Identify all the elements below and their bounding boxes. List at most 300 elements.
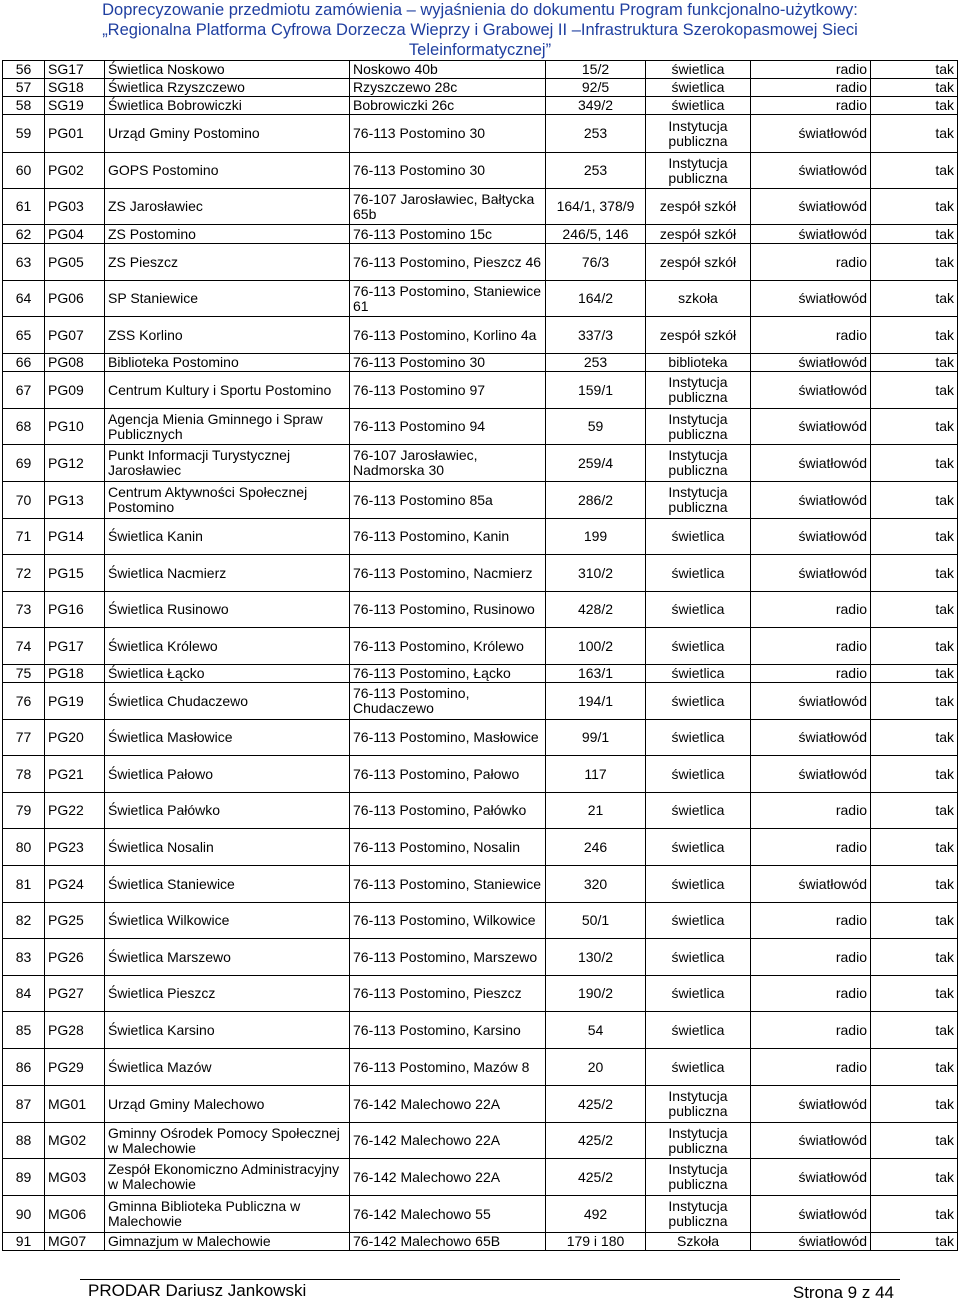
connection-medium: światłowód [751,281,871,317]
status-value: tak [871,829,958,866]
location-name: Świetlica Mazów [105,1049,350,1086]
location-address: 76-113 Postomino 15c [350,225,546,244]
parcel-number: 50/1 [546,903,646,939]
connection-medium: radio [751,628,871,665]
location-name: Gminny Ośrodek Pomocy Społecznej w Malechowie [105,1123,350,1159]
connection-medium: radio [751,829,871,866]
location-code: PG03 [45,189,105,225]
location-code: MG01 [45,1086,105,1123]
location-address: 76-113 Postomino 30 [350,153,546,189]
connection-medium: radio [751,97,871,115]
status-value: tak [871,482,958,519]
location-code: PG18 [45,665,105,683]
location-address: 76-107 Jarosławiec, Bałtycka 65b [350,189,546,225]
row-number: 86 [3,1049,45,1086]
status-value: tak [871,1012,958,1049]
location-code: PG28 [45,1012,105,1049]
location-code: MG06 [45,1196,105,1233]
location-type: świetlica [646,976,751,1012]
row-number: 68 [3,409,45,445]
location-address: 76-113 Postomino, Staniewice [350,866,546,903]
row-number: 65 [3,317,45,354]
status-value: tak [871,97,958,115]
table-row [3,1012,958,1049]
table-row [3,244,958,281]
row-number: 91 [3,1233,45,1251]
location-type: szkoła [646,281,751,317]
connection-medium: światłowód [751,1123,871,1159]
location-type: świetlica [646,939,751,976]
parcel-number: 54 [546,1012,646,1049]
parcel-number: 253 [546,115,646,153]
table-row [3,1123,958,1159]
connection-medium: radio [751,903,871,939]
location-address: 76-113 Postomino 94 [350,409,546,445]
table-row [3,555,958,592]
row-number: 85 [3,1012,45,1049]
status-value: tak [871,354,958,372]
table-row [3,1233,958,1251]
table-row [3,153,958,189]
connection-medium: światłowód [751,866,871,903]
location-code: MG03 [45,1159,105,1196]
connection-medium: radio [751,1012,871,1049]
location-address: Bobrowiczki 26c [350,97,546,115]
table-row [3,354,958,372]
row-number: 58 [3,97,45,115]
connection-medium: światłowód [751,1159,871,1196]
location-name: Świetlica Bobrowiczki [105,97,350,115]
table-row [3,445,958,482]
connection-medium: światłowód [751,225,871,244]
connection-medium: światłowód [751,115,871,153]
page-footer [0,1279,960,1301]
row-number: 76 [3,683,45,720]
location-name: ZSS Korlino [105,317,350,354]
parcel-number: 130/2 [546,939,646,976]
parcel-number: 199 [546,519,646,555]
page-number: Strona 9 z 44 [792,1283,894,1302]
location-name: Świetlica Nacmierz [105,555,350,592]
status-value: tak [871,1049,958,1086]
status-value: tak [871,939,958,976]
location-name: Świetlica Łącko [105,665,350,683]
status-value: tak [871,683,958,720]
parcel-number: 92/5 [546,79,646,97]
connection-medium: radio [751,665,871,683]
location-address: 76-113 Postomino, Królewo [350,628,546,665]
location-type: świetlica [646,519,751,555]
location-code: PG25 [45,903,105,939]
parcel-number: 164/1, 378/9 [546,189,646,225]
parcel-number: 428/2 [546,592,646,628]
location-address: 76-113 Postomino 85a [350,482,546,519]
location-name: Punkt Informacji Turystycznej Jarosławiec [105,445,350,482]
row-number: 80 [3,829,45,866]
location-address: 76-113 Postomino, Marszewo [350,939,546,976]
location-name: ZS Postomino [105,225,350,244]
status-value: tak [871,1123,958,1159]
row-number: 75 [3,665,45,683]
parcel-number: 15/2 [546,61,646,79]
location-type: świetlica [646,628,751,665]
location-type: świetlica [646,97,751,115]
location-name: Świetlica Rzyszczewo [105,79,350,97]
status-value: tak [871,79,958,97]
location-name: Świetlica Królewo [105,628,350,665]
table-row [3,628,958,665]
location-address: 76-113 Postomino, Wilkowice [350,903,546,939]
parcel-number: 259/4 [546,445,646,482]
parcel-number: 286/2 [546,482,646,519]
location-code: PG15 [45,555,105,592]
parcel-number: 164/2 [546,281,646,317]
locations-table [2,60,958,1251]
table-row [3,720,958,756]
status-value: tak [871,225,958,244]
table-row [3,281,958,317]
row-number: 81 [3,866,45,903]
location-code: PG22 [45,793,105,829]
location-type: Instytucja publiczna [646,1123,751,1159]
location-address: 76-113 Postomino 30 [350,354,546,372]
location-address: 76-142 Malechowo 65B [350,1233,546,1251]
table-row [3,1196,958,1233]
parcel-number: 349/2 [546,97,646,115]
location-type: Instytucja publiczna [646,1159,751,1196]
location-code: PG05 [45,244,105,281]
table-row [3,866,958,903]
connection-medium: radio [751,976,871,1012]
row-number: 71 [3,519,45,555]
connection-medium: światłowód [751,1196,871,1233]
status-value: tak [871,61,958,79]
connection-medium: światłowód [751,482,871,519]
location-code: PG01 [45,115,105,153]
parcel-number: 20 [546,1049,646,1086]
location-type: świetlica [646,829,751,866]
row-number: 63 [3,244,45,281]
location-name: Świetlica Nosalin [105,829,350,866]
table-row [3,592,958,628]
row-number: 73 [3,592,45,628]
parcel-number: 117 [546,756,646,793]
connection-medium: radio [751,61,871,79]
location-code: PG08 [45,354,105,372]
location-name: GOPS Postomino [105,153,350,189]
status-value: tak [871,115,958,153]
location-address: 76-113 Postomino, Pałówko [350,793,546,829]
location-address: 76-113 Postomino, Pieszcz 46 [350,244,546,281]
location-name: Agencja Mienia Gminnego i Spraw Publicznych [105,409,350,445]
row-number: 56 [3,61,45,79]
location-name: Świetlica Staniewice [105,866,350,903]
location-address: 76-113 Postomino, Łącko [350,665,546,683]
parcel-number: 190/2 [546,976,646,1012]
parcel-number: 425/2 [546,1086,646,1123]
location-type: świetlica [646,61,751,79]
location-type: świetlica [646,720,751,756]
status-value: tak [871,793,958,829]
status-value: tak [871,244,958,281]
location-type: Instytucja publiczna [646,482,751,519]
location-code: PG13 [45,482,105,519]
location-address: Noskowo 40b [350,61,546,79]
location-name: ZS Pieszcz [105,244,350,281]
table-row [3,903,958,939]
location-address: 76-113 Postomino 30 [350,115,546,153]
location-name: Świetlica Masłowice [105,720,350,756]
location-code: PG29 [45,1049,105,1086]
status-value: tak [871,592,958,628]
location-address: 76-113 Postomino, Kanin [350,519,546,555]
status-value: tak [871,665,958,683]
table-row [3,756,958,793]
status-value: tak [871,1086,958,1123]
parcel-number: 99/1 [546,720,646,756]
parcel-number: 194/1 [546,683,646,720]
connection-medium: światłowód [751,1233,871,1251]
location-address: Rzyszczewo 28c [350,79,546,97]
parcel-number: 425/2 [546,1159,646,1196]
status-value: tak [871,866,958,903]
location-name: Świetlica Karsino [105,1012,350,1049]
row-number: 84 [3,976,45,1012]
parcel-number: 246 [546,829,646,866]
connection-medium: radio [751,592,871,628]
location-name: Gminna Biblioteka Publiczna w Malechowie [105,1196,350,1233]
location-type: Instytucja publiczna [646,1196,751,1233]
location-name: Biblioteka Postomino [105,354,350,372]
connection-medium: światłowód [751,153,871,189]
status-value: tak [871,409,958,445]
location-code: PG24 [45,866,105,903]
row-number: 69 [3,445,45,482]
row-number: 61 [3,189,45,225]
location-type: Instytucja publiczna [646,445,751,482]
connection-medium: światłowód [751,555,871,592]
location-type: Instytucja publiczna [646,1086,751,1123]
location-type: Instytucja publiczna [646,372,751,409]
table-body [3,61,958,1251]
location-code: SG18 [45,79,105,97]
table-row [3,519,958,555]
location-type: zespół szkół [646,317,751,354]
location-code: PG20 [45,720,105,756]
location-address: 76-113 Postomino, Karsino [350,1012,546,1049]
location-address: 76-113 Postomino, Pałowo [350,756,546,793]
location-name: Zespół Ekonomiczno Administracyjny w Malechowie [105,1159,350,1196]
location-code: PG09 [45,372,105,409]
parcel-number: 253 [546,153,646,189]
document-header [0,0,960,60]
location-address: 76-113 Postomino, Pieszcz [350,976,546,1012]
location-address: 76-113 Postomino, Staniewice 61 [350,281,546,317]
row-number: 60 [3,153,45,189]
parcel-number: 59 [546,409,646,445]
location-address: 76-142 Malechowo 22A [350,1123,546,1159]
table-row [3,1086,958,1123]
parcel-number: 159/1 [546,372,646,409]
location-type: Instytucja publiczna [646,409,751,445]
location-code: MG02 [45,1123,105,1159]
row-number: 87 [3,1086,45,1123]
location-address: 76-142 Malechowo 55 [350,1196,546,1233]
row-number: 57 [3,79,45,97]
location-address: 76-113 Postomino, Chudaczewo [350,683,546,720]
connection-medium: radio [751,1049,871,1086]
parcel-number: 492 [546,1196,646,1233]
location-type: świetlica [646,592,751,628]
status-value: tak [871,317,958,354]
status-value: tak [871,1233,958,1251]
location-type: świetlica [646,665,751,683]
location-code: PG10 [45,409,105,445]
location-type: świetlica [646,683,751,720]
row-number: 72 [3,555,45,592]
location-type: zespół szkół [646,189,751,225]
location-code: PG27 [45,976,105,1012]
connection-medium: światłowód [751,189,871,225]
table-row [3,976,958,1012]
table-row [3,372,958,409]
status-value: tak [871,153,958,189]
connection-medium: światłowód [751,445,871,482]
connection-medium: światłowód [751,1086,871,1123]
location-name: Świetlica Pałówko [105,793,350,829]
location-address: 76-107 Jarosławiec, Nadmorska 30 [350,445,546,482]
status-value: tak [871,445,958,482]
connection-medium: radio [751,939,871,976]
row-number: 74 [3,628,45,665]
table-row [3,683,958,720]
table-row [3,939,958,976]
status-value: tak [871,372,958,409]
location-name: Centrum Kultury i Sportu Postomino [105,372,350,409]
location-code: PG19 [45,683,105,720]
table-row [3,1159,958,1196]
location-type: zespół szkół [646,244,751,281]
location-address: 76-113 Postomino, Rusinowo [350,592,546,628]
location-type: świetlica [646,756,751,793]
location-address: 76-142 Malechowo 22A [350,1159,546,1196]
row-number: 62 [3,225,45,244]
table-row [3,317,958,354]
table-row [3,665,958,683]
table-row [3,189,958,225]
row-number: 77 [3,720,45,756]
header-line-3: Teleinformatycznej” [408,41,552,59]
connection-medium: radio [751,244,871,281]
location-code: PG16 [45,592,105,628]
location-name: Świetlica Wilkowice [105,903,350,939]
table-row [3,829,958,866]
location-type: świetlica [646,903,751,939]
status-value: tak [871,720,958,756]
location-type: świetlica [646,79,751,97]
row-number: 89 [3,1159,45,1196]
table-row [3,61,958,79]
table-row [3,79,958,97]
location-code: SG19 [45,97,105,115]
location-code: PG07 [45,317,105,354]
table-row [3,482,958,519]
status-value: tak [871,519,958,555]
location-address: 76-113 Postomino, Nacmierz [350,555,546,592]
location-type: Instytucja publiczna [646,153,751,189]
footer-rule [80,1279,900,1280]
table-row [3,409,958,445]
location-type: biblioteka [646,354,751,372]
status-value: tak [871,281,958,317]
row-number: 66 [3,354,45,372]
table-row [3,1049,958,1086]
location-name: Świetlica Pieszcz [105,976,350,1012]
parcel-number: 253 [546,354,646,372]
status-value: tak [871,903,958,939]
location-address: 76-113 Postomino, Masłowice [350,720,546,756]
connection-medium: światłowód [751,519,871,555]
location-type: świetlica [646,1049,751,1086]
row-number: 90 [3,1196,45,1233]
connection-medium: światłowód [751,756,871,793]
row-number: 82 [3,903,45,939]
header-line-1: Doprecyzowanie przedmiotu zamówienia – wyjaśnienia do dokumentu Program funkcjonalno-użytkowy: [102,1,858,19]
location-address: 76-113 Postomino, Korlino 4a [350,317,546,354]
location-name: Świetlica Marszewo [105,939,350,976]
status-value: tak [871,189,958,225]
location-code: PG26 [45,939,105,976]
parcel-number: 76/3 [546,244,646,281]
location-type: zespół szkół [646,225,751,244]
location-code: PG06 [45,281,105,317]
location-name: Urząd Gminy Malechowo [105,1086,350,1123]
row-number: 70 [3,482,45,519]
status-value: tak [871,976,958,1012]
location-address: 76-113 Postomino 97 [350,372,546,409]
location-code: PG04 [45,225,105,244]
location-code: PG21 [45,756,105,793]
table-row [3,225,958,244]
status-value: tak [871,1159,958,1196]
location-name: Świetlica Pałowo [105,756,350,793]
table-row [3,97,958,115]
location-address: 76-113 Postomino, Nosalin [350,829,546,866]
status-value: tak [871,1196,958,1233]
parcel-number: 310/2 [546,555,646,592]
location-name: Świetlica Chudaczewo [105,683,350,720]
row-number: 79 [3,793,45,829]
parcel-number: 21 [546,793,646,829]
parcel-number: 163/1 [546,665,646,683]
parcel-number: 179 i 180 [546,1233,646,1251]
connection-medium: światłowód [751,409,871,445]
location-type: świetlica [646,1012,751,1049]
row-number: 64 [3,281,45,317]
location-name: Świetlica Rusinowo [105,592,350,628]
row-number: 67 [3,372,45,409]
parcel-number: 337/3 [546,317,646,354]
footer-company: PRODAR Dariusz Jankowski [88,1281,307,1300]
status-value: tak [871,555,958,592]
connection-medium: światłowód [751,720,871,756]
location-code: PG14 [45,519,105,555]
location-name: Centrum Aktywności Społecznej Postomino [105,482,350,519]
status-value: tak [871,756,958,793]
location-address: 76-142 Malechowo 22A [350,1086,546,1123]
location-name: ZS Jarosławiec [105,189,350,225]
connection-medium: światłowód [751,354,871,372]
